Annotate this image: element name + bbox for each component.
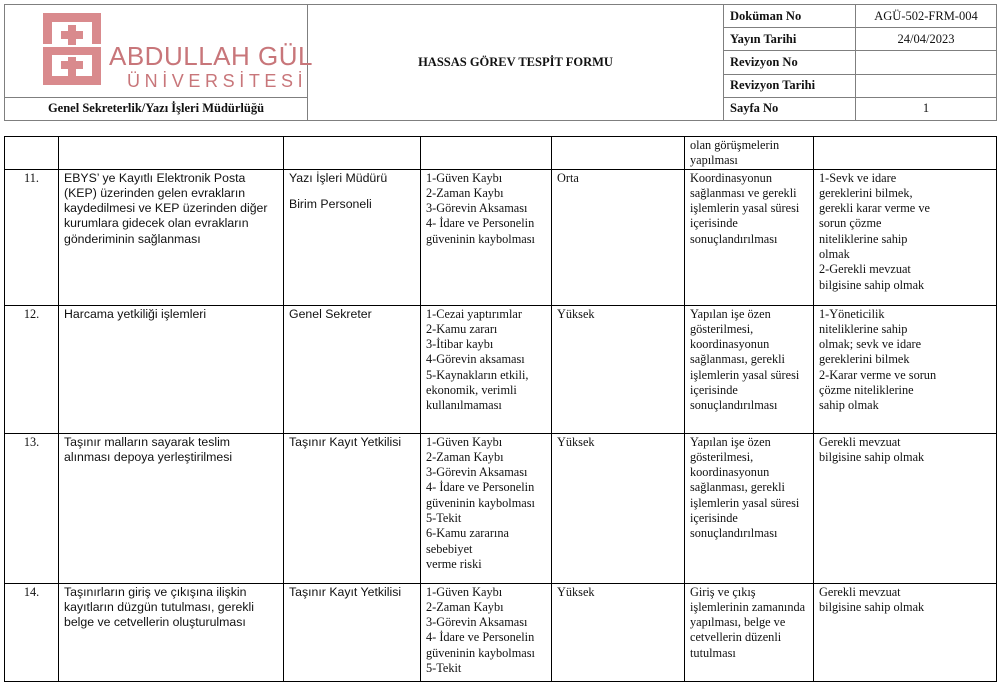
text-line: 5-Tekit	[426, 661, 462, 676]
university-logo	[43, 13, 313, 93]
text-line: niteliklerine sahip	[819, 321, 908, 336]
text-line: yapılması, belge ve	[690, 615, 786, 630]
text-line: işlemlerin yasal süresi	[690, 201, 800, 216]
cell-risks	[421, 433, 552, 583]
cell-task	[59, 305, 284, 433]
cell-control	[685, 169, 814, 305]
text-line: 1-Yöneticilik	[819, 306, 885, 321]
meta-value-revision-no	[856, 51, 997, 74]
text-line: alınması depoya yerleştirilmesi	[64, 449, 233, 464]
text-line: sonuçlandırılması	[690, 526, 778, 541]
text-line: işlemlerin yasal süresi	[690, 367, 800, 382]
meta-label-publish-date: Yayın Tarihi	[724, 28, 856, 51]
logo-cell	[5, 5, 313, 98]
cell-competence	[814, 583, 997, 681]
text-line: olmak; sevk ve idare	[819, 337, 922, 352]
cell-no	[5, 137, 59, 170]
cell-risk-level: Orta	[552, 169, 685, 305]
text-line: Gerekli mevzuat	[819, 584, 901, 599]
text-line: kaydedilmesi ve KEP üzerinden diğer	[64, 201, 268, 216]
text-line: (KEP) üzerinden gelen evrakların	[64, 185, 246, 200]
table-row	[5, 583, 997, 681]
cell-risks	[421, 305, 552, 433]
cell-risk-level	[552, 137, 685, 170]
cell-task	[59, 583, 284, 681]
text-line: içerisinde	[690, 511, 738, 526]
text-line: kurumlara gidecek olan evrakların	[64, 216, 249, 231]
cell-risk-level: Yüksek	[552, 583, 685, 681]
text-line: 1-Güven Kaybı	[426, 584, 503, 599]
cell-competence	[814, 137, 997, 170]
text-line: 4- İdare ve Personelin	[426, 216, 535, 231]
text-line: 2-Zaman Kaybı	[426, 599, 504, 614]
text-line: Birim Personeli	[289, 196, 372, 211]
agu-emblem-icon	[43, 13, 101, 85]
text-line: gerekli karar verme ve	[819, 201, 930, 216]
text-line: niteliklerine sahip	[819, 231, 908, 246]
text-line: verme riski	[426, 556, 482, 571]
meta-label-revision-date: Revizyon Tarihi	[724, 74, 856, 97]
text-line: ekonomik, verimli	[426, 383, 517, 398]
text-line: Harcama yetkiliği işlemleri	[64, 306, 207, 321]
meta-label-page-no: Sayfa No	[724, 97, 856, 120]
logo-subtitle: ÜNİVERSİTESİ	[127, 71, 308, 91]
text-line: güveninin kaybolması	[426, 231, 535, 246]
cell-control	[685, 305, 814, 433]
text-line: 3-İtibar kaybı	[426, 337, 494, 352]
text-line: 4- İdare ve Personelin	[426, 480, 535, 495]
text-line: Giriş ve çıkış	[690, 584, 756, 599]
text-line: Yapılan işe özen	[690, 434, 771, 449]
cell-no: 13.	[5, 433, 59, 583]
text-line: koordinasyonun	[690, 337, 770, 352]
cell-role	[284, 137, 421, 170]
department-name: Genel Sekreterlik/Yazı İşleri Müdürlüğü	[5, 97, 308, 120]
text-line: sahip olmak	[819, 398, 879, 413]
text-line: tutulması	[690, 645, 736, 660]
cell-risks	[421, 169, 552, 305]
text-line: olmak	[819, 247, 850, 262]
meta-label-doc-no: Doküman No	[724, 5, 856, 28]
cell-competence	[814, 305, 997, 433]
cell-role	[284, 305, 421, 433]
form-header	[4, 4, 997, 121]
table-row	[5, 433, 997, 583]
text-line: Yapılan işe özen	[690, 306, 771, 321]
meta-label-revision-no: Revizyon No	[724, 51, 856, 74]
text-line: 1-Sevk ve idare	[819, 170, 897, 185]
text-line: sağlanması ve gerekli	[690, 185, 797, 200]
meta-value-revision-date	[856, 74, 997, 97]
text-line: 1-Güven Kaybı	[426, 434, 503, 449]
text-line: belge ve cetvellerin oluşturulması	[64, 615, 246, 630]
text-line: kullanılmaması	[426, 398, 502, 413]
text-line: 2-Kamu zararı	[426, 321, 498, 336]
cell-role	[284, 433, 421, 583]
cell-role	[284, 583, 421, 681]
text-line: sonuçlandırılması	[690, 398, 778, 413]
cell-control	[685, 583, 814, 681]
text-line: koordinasyonun	[690, 465, 770, 480]
text-line: Taşınır malların sayarak teslim	[64, 434, 231, 449]
table-row-continued	[5, 137, 997, 170]
cell-no: 11.	[5, 169, 59, 305]
text-line: 6-Kamu zararına	[426, 526, 509, 541]
text-line: bilgisine sahip olmak	[819, 449, 925, 464]
text-line: 3-Görevin Aksaması	[426, 201, 528, 216]
text-line: Taşınırların giriş ve çıkışına ilişkin	[64, 584, 247, 599]
text-line: EBYS’ ye Kayıtlı Elektronik Posta	[64, 170, 246, 185]
meta-value-page-no: 1	[856, 97, 997, 120]
meta-value-publish-date: 24/04/2023	[856, 28, 997, 51]
form-title: HASSAS GÖREV TESPİT FORMU	[308, 5, 724, 121]
text-line: sağlanması, gerekli	[690, 352, 785, 367]
cell-task	[59, 433, 284, 583]
text-line: bilgisine sahip olmak	[819, 599, 925, 614]
cell-no: 14.	[5, 583, 59, 681]
cell-risks	[421, 583, 552, 681]
text-line: cetvellerin düzenli	[690, 630, 782, 645]
cell-risk-level: Yüksek	[552, 305, 685, 433]
cell-task	[59, 137, 284, 170]
text-line: sağlanması, gerekli	[690, 480, 785, 495]
text-line: 2-Gerekli mevzuat	[819, 262, 911, 277]
text-line: 2-Karar verme ve sorun	[819, 367, 937, 382]
cell-risk-level: Yüksek	[552, 433, 685, 583]
text-line: 5-Tekit	[426, 511, 462, 526]
text-line: 5-Kaynakların etkili,	[426, 367, 529, 382]
text-line: içerisinde	[690, 383, 738, 398]
cell-task	[59, 169, 284, 305]
text-line: gönderiminin sağlanması	[64, 231, 201, 246]
text-line: çözme niteliklerine	[819, 383, 914, 398]
text-line: 3-Görevin Aksaması	[426, 465, 528, 480]
text-line: Gerekli mevzuat	[819, 434, 901, 449]
text-line: sonuçlandırılması	[690, 231, 778, 246]
sensitive-duties-table	[4, 136, 997, 682]
cell-control	[685, 137, 814, 170]
table-row	[5, 305, 997, 433]
text-line: Yazı İşleri Müdürü	[289, 170, 388, 185]
text-line: sorun çözme	[819, 216, 882, 231]
text-line: sebebiyet	[426, 541, 473, 556]
text-line: 2-Zaman Kaybı	[426, 449, 504, 464]
meta-value-doc-no: AGÜ-502-FRM-004	[856, 5, 997, 28]
text-line: gereklerini bilmek,	[819, 185, 913, 200]
text-line: 1-Güven Kaybı	[426, 170, 503, 185]
logo-name: ABDULLAH GÜL	[109, 41, 313, 71]
text-line: gereklerini bilmek	[819, 352, 910, 367]
cell-role	[284, 169, 421, 305]
text-line: 2-Zaman Kaybı	[426, 185, 504, 200]
spacer	[289, 186, 415, 197]
text-line: 3-Görevin Aksaması	[426, 615, 528, 630]
text-line: yapılması	[690, 153, 738, 168]
text-line: işlemlerinin zamanında	[690, 599, 806, 614]
text-line: güveninin kaybolması	[426, 645, 535, 660]
table-row	[5, 169, 997, 305]
text-line: kayıtların düzgün tutulması, gerekli	[64, 599, 255, 614]
cell-no: 12.	[5, 305, 59, 433]
text-line: 4-Görevin aksaması	[426, 352, 525, 367]
text-line: içerisinde	[690, 216, 738, 231]
text-line: bilgisine sahip olmak	[819, 277, 925, 292]
text-line: olan görüşmelerin	[690, 138, 780, 152]
text-line: 4- İdare ve Personelin	[426, 630, 535, 645]
text-line: işlemlerin yasal süresi	[690, 495, 800, 510]
text-line: Genel Sekreter	[289, 306, 372, 321]
text-line: güveninin kaybolması	[426, 495, 535, 510]
text-line: 1-Cezai yaptırımlar	[426, 306, 522, 321]
text-line: Taşınır Kayıt Yetkilisi	[289, 434, 402, 449]
text-line: Koordinasyonun	[690, 170, 772, 185]
cell-risks	[421, 137, 552, 170]
text-line: gösterilmesi,	[690, 449, 754, 464]
cell-competence	[814, 433, 997, 583]
text-line: Taşınır Kayıt Yetkilisi	[289, 584, 402, 599]
cell-competence	[814, 169, 997, 305]
text-line: gösterilmesi,	[690, 321, 754, 336]
cell-control	[685, 433, 814, 583]
